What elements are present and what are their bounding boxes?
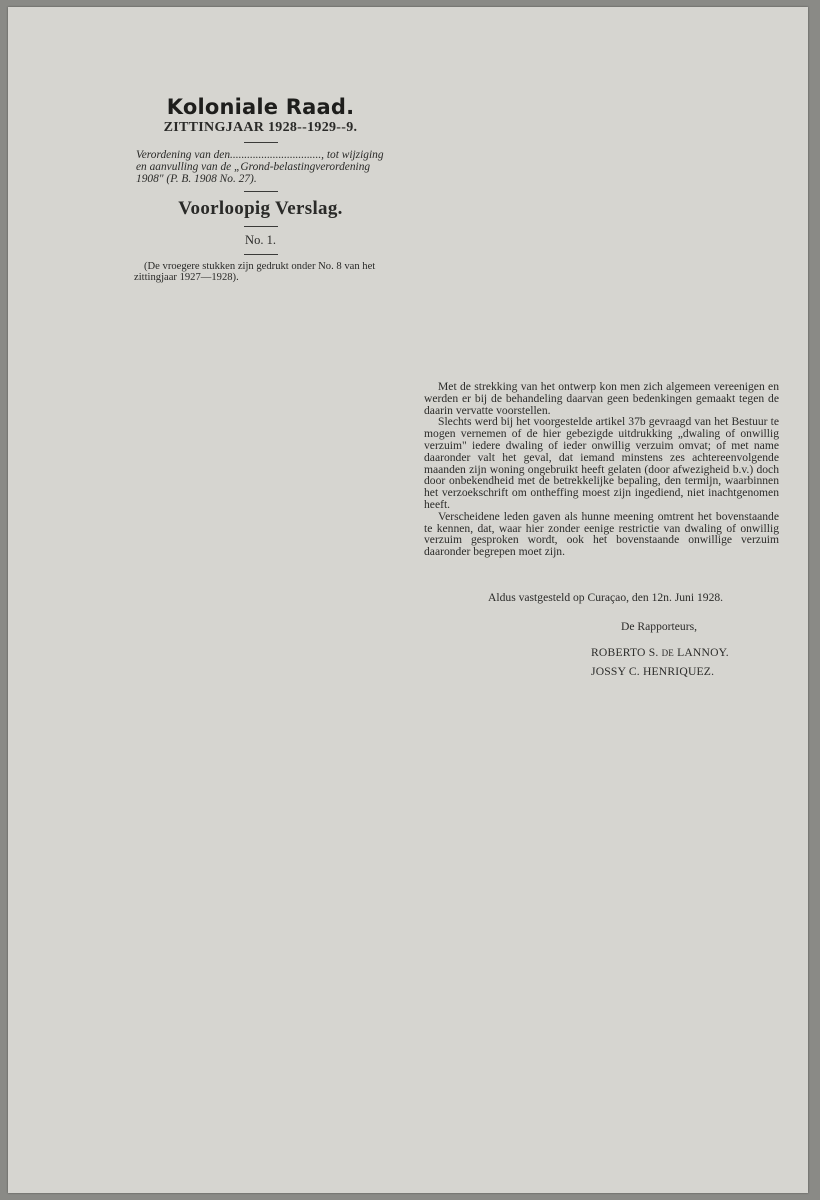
rapporteur-1-particle: DE — [661, 648, 674, 658]
session-year: ZITTINGJAAR 1928--1929--9. — [163, 120, 358, 135]
paragraph: Met de strekking van het ontwerp kon men zich algemeen vereenigen en werden er bij de behandeling daarvan geen bedenkingen gemaakt tegen de daarin vervatte voorstellen. — [424, 380, 779, 417]
ordinance-description: Verordening van den................................, tot wijziging en aanvulling van de „Grond-belastingverordening 1908" (P. B. 1908 No. 27). — [136, 149, 384, 185]
header-block — [128, 95, 393, 283]
rapporteurs-label: De Rapporteurs, — [621, 620, 697, 633]
rapporteur-1 — [424, 646, 779, 659]
council-title: Koloniale Raad. — [166, 95, 355, 119]
rapporteur-2: JOSSY C. HENRIQUEZ. — [591, 665, 715, 678]
paragraph: Verscheidene leden gaven als hunne meening omtrent het bovenstaande te kennen, dat, waar hier zonder eenige restrictie van dwaling of onwillig verzuim gesproken wordt, ook het bovenstaande onwillige verzuim daaronder begrepen moet zijn. — [424, 509, 779, 559]
divider — [244, 254, 278, 255]
divider — [244, 191, 278, 192]
divider — [244, 226, 278, 227]
divider — [244, 142, 278, 143]
rapporteur-1-last: LANNOY. — [677, 646, 729, 659]
paragraph: Slechts werd bij het voorgestelde artikel 37b gevraagd van het Bestuur te mogen vernemen of de hier gebezigde uitdrukking „dwaling of onwillig verzuim" iedere dwaling of ieder onwillig verzuim omvat; of met name daaronder valt het geval, dat iemand minstens zes achtereenvolgende maanden zijn woning ongebruikt heeft gelaten (door afwezigheid b.v.) doch door onbekendheid met de betrekkelijke bepaling, den termijn, waarbinnen het verzoekschrift om ontheffing moest zijn ingediend, niet inachtgenomen heeft. — [424, 415, 779, 511]
rapporteur-1-first: ROBERTO S. — [591, 646, 659, 659]
adoption-statement: Aldus vastgesteld op Curaçao, den 12n. Juni 1928. — [488, 591, 724, 604]
report-number: No. 1. — [245, 233, 276, 247]
document-page — [8, 7, 808, 1193]
report-title: Voorloopig Verslag. — [178, 198, 343, 219]
previous-documents-note: (De vroegere stukken zijn gedrukt onder No. 8 van het zittingjaar 1927—1928). — [134, 261, 376, 283]
report-body — [424, 381, 779, 558]
